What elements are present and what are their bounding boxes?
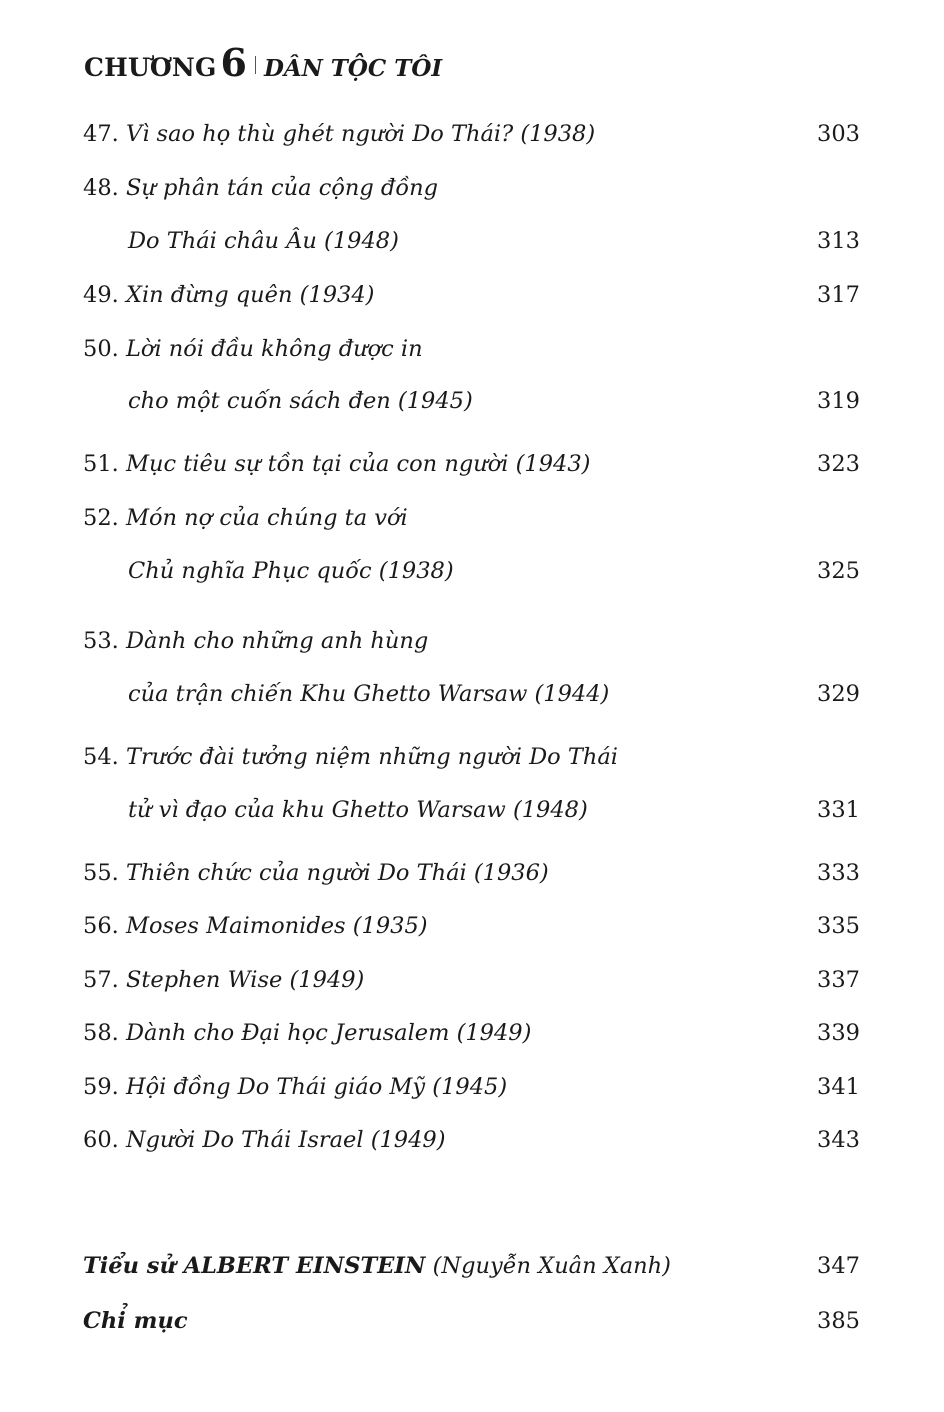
entry-number: 51. xyxy=(83,451,119,477)
entry-page: 303 xyxy=(817,121,860,147)
entry-number: 55. xyxy=(83,860,119,886)
entry-number: 47. xyxy=(83,121,119,147)
entry-number: 49. xyxy=(83,282,119,308)
entry-title: Lời nói đầu không được in xyxy=(125,336,423,362)
entry-title-bold: Chỉ mục xyxy=(83,1308,188,1334)
entry-title: Stephen Wise (1949) xyxy=(125,967,365,993)
toc-entry-50-continued[interactable] xyxy=(83,386,860,416)
toc-entry-index[interactable] xyxy=(83,1306,860,1336)
entry-title: Mục tiêu sự tồn tại của con người (1943) xyxy=(125,451,591,477)
entry-title-continued: của trận chiến Khu Ghetto Warsaw (1944) xyxy=(128,681,610,707)
entry-title-continued: tử vì đạo của khu Ghetto Warsaw (1948) xyxy=(128,797,588,823)
entry-number: 59. xyxy=(83,1074,119,1100)
toc-entry-53-continued[interactable] xyxy=(83,679,860,709)
entry-page: 317 xyxy=(817,282,860,308)
entry-number: 50. xyxy=(83,336,119,362)
toc-entry-48-continued[interactable] xyxy=(83,226,860,256)
toc-entry-47[interactable] xyxy=(83,119,860,149)
toc-entry-54[interactable] xyxy=(83,742,860,772)
entry-title: Dành cho Đại học Jerusalem (1949) xyxy=(125,1020,532,1046)
entry-page: 335 xyxy=(817,913,860,939)
entry-number: 58. xyxy=(83,1020,119,1046)
entry-number: 52. xyxy=(83,505,119,531)
entry-page: 319 xyxy=(817,388,860,414)
chapter-heading xyxy=(84,40,442,85)
toc-entry-54-continued[interactable] xyxy=(83,795,860,825)
entry-title: Hội đồng Do Thái giáo Mỹ (1945) xyxy=(125,1074,508,1100)
toc-entry-50[interactable] xyxy=(83,334,860,364)
entry-page: 333 xyxy=(817,860,860,886)
entry-page: 341 xyxy=(817,1074,860,1100)
entry-page: 343 xyxy=(817,1127,860,1153)
toc-entry-53[interactable] xyxy=(83,626,860,656)
heading-divider xyxy=(255,56,256,74)
entry-title: Moses Maimonides (1935) xyxy=(125,913,428,939)
toc-entry-57[interactable] xyxy=(83,965,860,995)
toc-entry-59[interactable] xyxy=(83,1072,860,1102)
entry-number: 57. xyxy=(83,967,119,993)
chapter-label: CHƯƠNG xyxy=(84,53,217,82)
entry-page: 329 xyxy=(817,681,860,707)
entry-title-author: (Nguyễn Xuân Xanh) xyxy=(425,1253,671,1279)
entry-title: Dành cho những anh hùng xyxy=(125,628,429,654)
entry-number: 54. xyxy=(83,744,119,770)
entry-title: Sự phân tán của cộng đồng xyxy=(125,175,438,201)
toc-entry-biography[interactable] xyxy=(83,1251,860,1281)
entry-number: 53. xyxy=(83,628,119,654)
entry-title-continued: Do Thái châu Âu (1948) xyxy=(128,228,399,254)
entry-page: 325 xyxy=(817,558,860,584)
toc-entry-52-continued[interactable] xyxy=(83,556,860,586)
chapter-title: DÂN TỘC TÔI xyxy=(263,55,443,82)
toc-entry-51[interactable] xyxy=(83,449,860,479)
entry-page: 347 xyxy=(817,1253,860,1279)
entry-page: 339 xyxy=(817,1020,860,1046)
entry-number: 60. xyxy=(83,1127,119,1153)
toc-entry-52[interactable] xyxy=(83,503,860,533)
entry-title-bold: Tiểu sử ALBERT EINSTEIN xyxy=(83,1253,426,1279)
entry-number: 48. xyxy=(83,175,119,201)
entry-page: 323 xyxy=(817,451,860,477)
toc-entry-49[interactable] xyxy=(83,280,860,310)
entry-title: Xin đừng quên (1934) xyxy=(125,282,375,308)
toc-entry-48[interactable] xyxy=(83,173,860,203)
entry-title: Vì sao họ thù ghét người Do Thái? (1938) xyxy=(125,121,596,147)
entry-page: 385 xyxy=(817,1308,860,1334)
entry-title: Thiên chức của người Do Thái (1936) xyxy=(125,860,549,886)
entry-title-continued: cho một cuốn sách đen (1945) xyxy=(128,388,473,414)
entry-title: Trước đài tưởng niệm những người Do Thái xyxy=(125,744,618,770)
entry-title-continued: Chủ nghĩa Phục quốc (1938) xyxy=(128,558,454,584)
entry-page: 337 xyxy=(817,967,860,993)
toc-entry-55[interactable] xyxy=(83,858,860,888)
entry-page: 331 xyxy=(817,797,860,823)
toc-entry-56[interactable] xyxy=(83,911,860,941)
toc-entry-60[interactable] xyxy=(83,1125,860,1155)
chapter-number: 6 xyxy=(220,40,247,85)
entry-title: Người Do Thái Israel (1949) xyxy=(125,1127,446,1153)
toc-entry-58[interactable] xyxy=(83,1018,860,1048)
entry-number: 56. xyxy=(83,913,119,939)
entry-page: 313 xyxy=(817,228,860,254)
entry-title: Món nợ của chúng ta với xyxy=(125,505,408,531)
